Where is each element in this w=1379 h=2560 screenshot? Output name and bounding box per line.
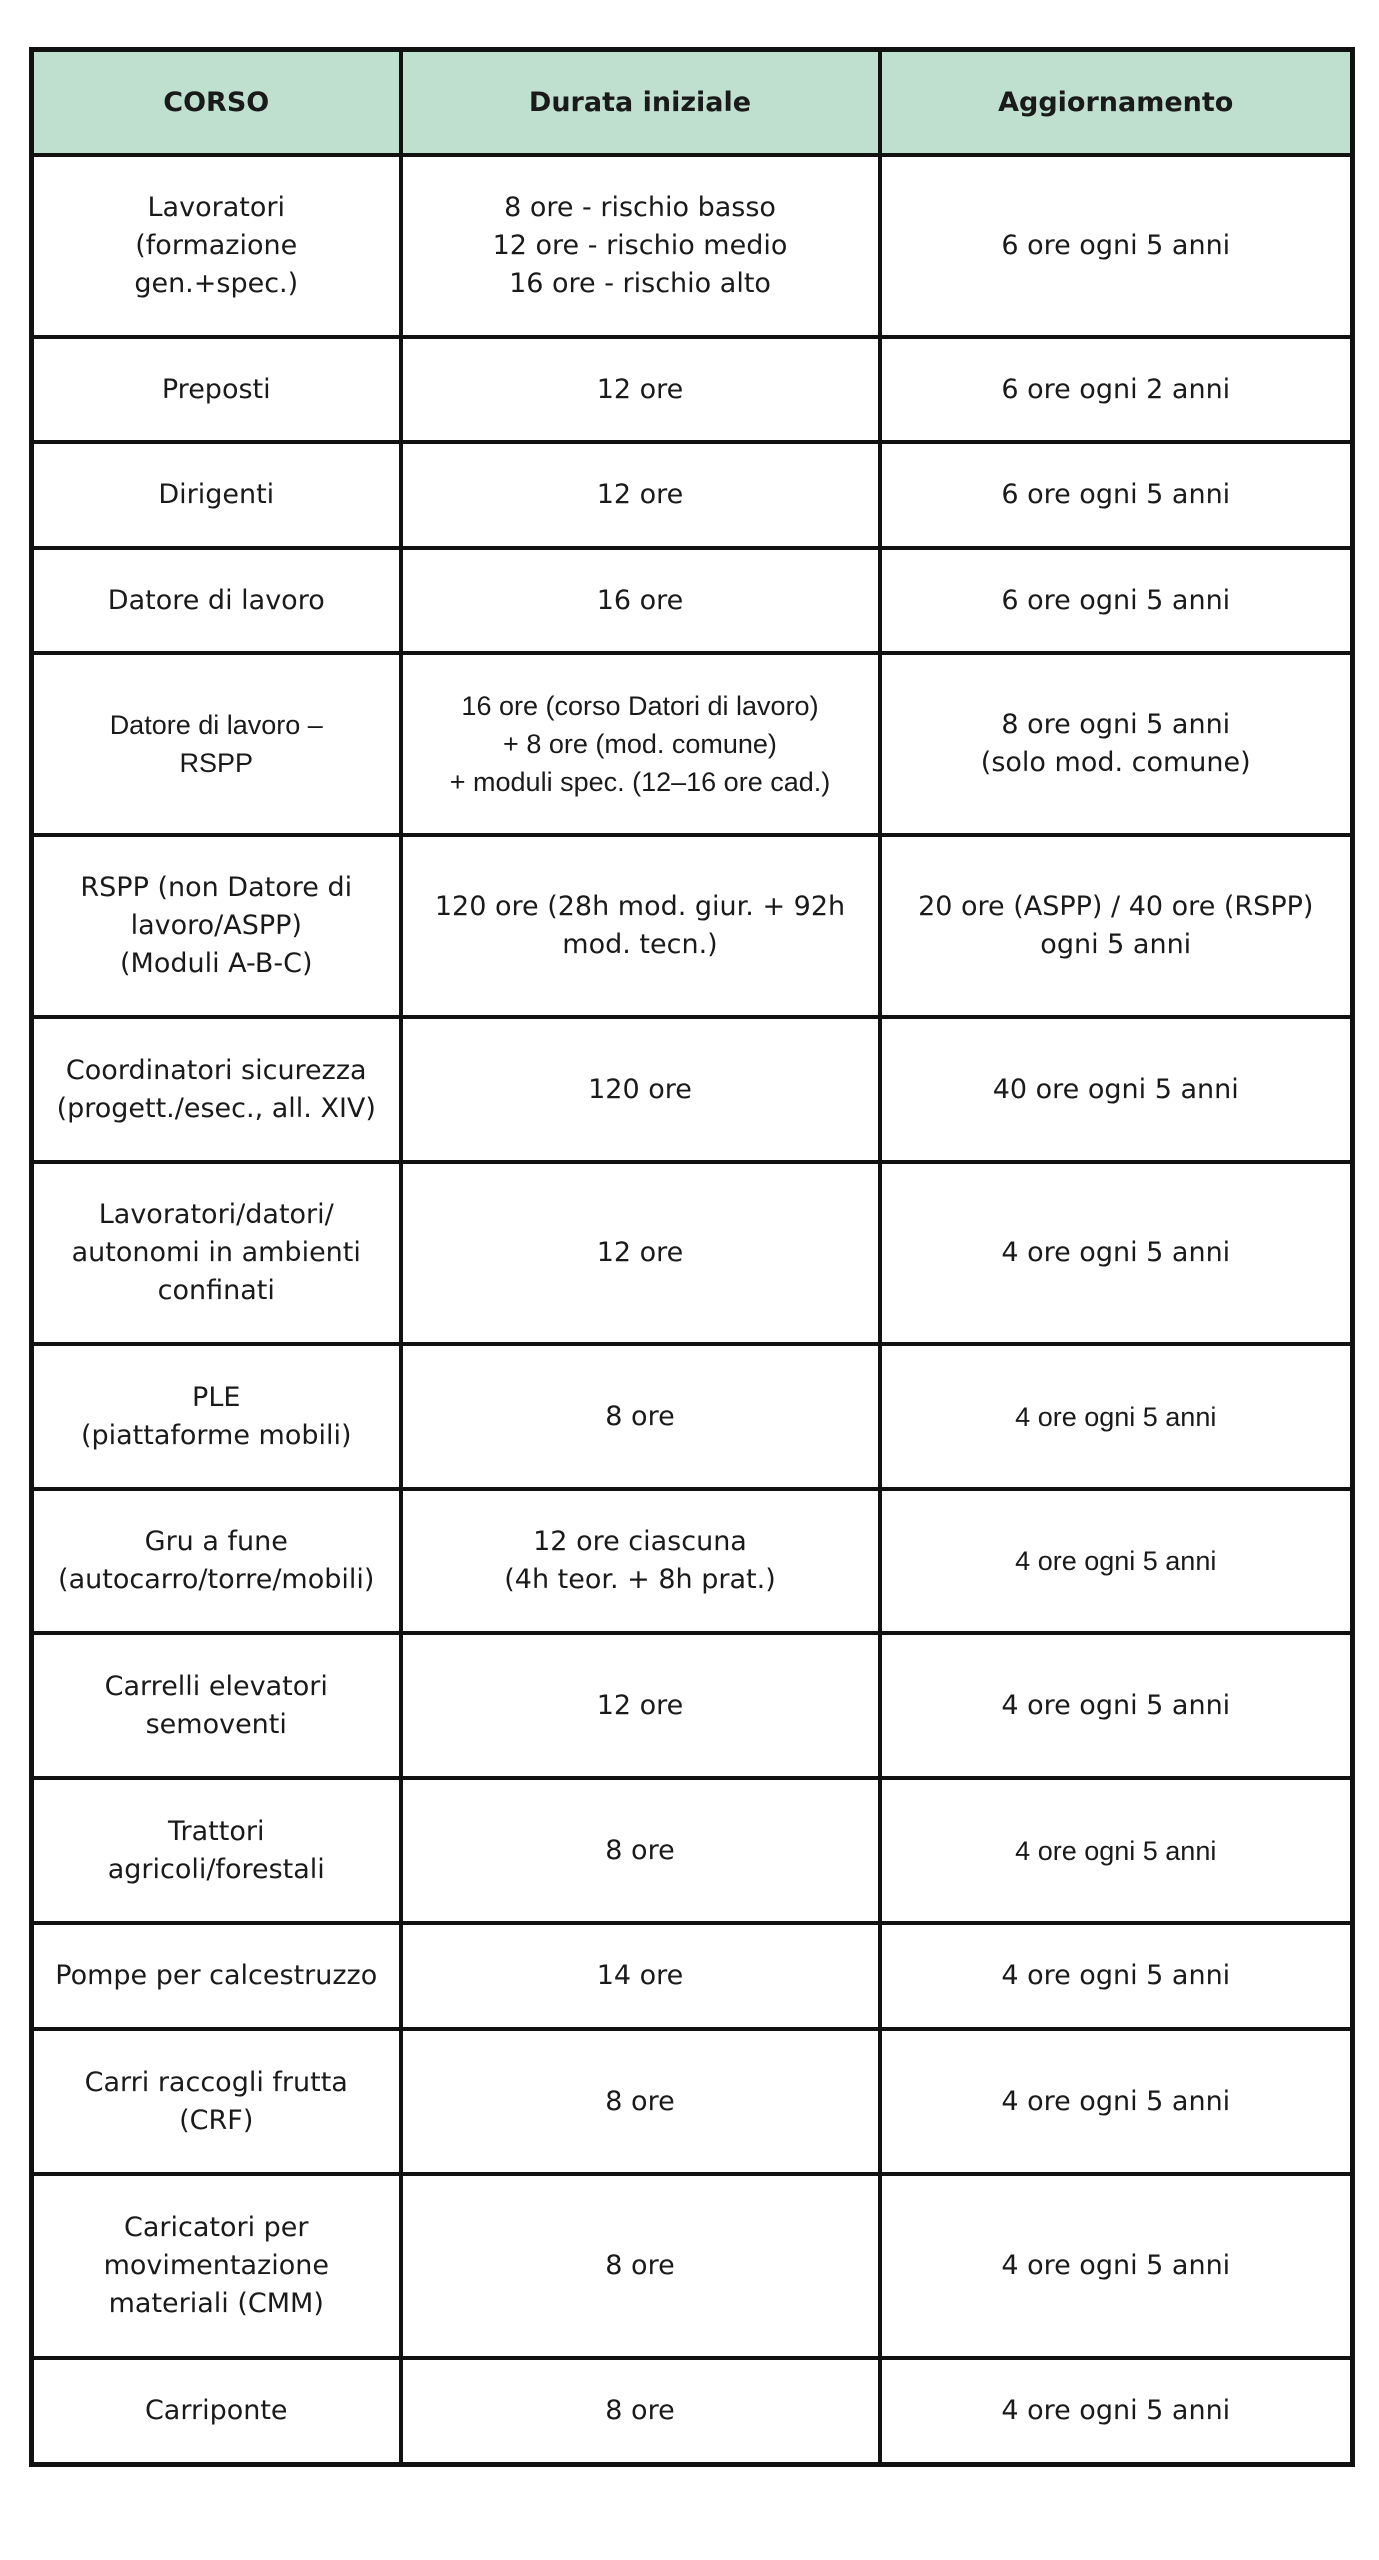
cell-corso [32, 835, 401, 1017]
cell-aggiornamento [880, 1489, 1353, 1633]
cell-line: (piattaforme mobili) [80, 1419, 352, 1451]
cell-line: 4 ore ogni 5 anni [1015, 1401, 1217, 1432]
cell-line: 14 ore [596, 1960, 684, 1991]
table-row [32, 337, 1353, 442]
cell-durata [401, 155, 880, 337]
cell-line: materiali (CMM) [108, 2288, 324, 2319]
cell-line: 6 ore ogni 5 anni [1001, 584, 1231, 616]
cell-line: (4h teor. + 8h prat.) [504, 1564, 776, 1595]
table-row [32, 2358, 1353, 2464]
cell-durata [401, 337, 880, 442]
header-durata-iniziale: Durata iniziale [401, 50, 880, 156]
cell-line: Trattori [168, 1815, 265, 1847]
cell-line: 8 ore [605, 1834, 675, 1866]
table-row [32, 442, 1353, 548]
cell-aggiornamento [880, 2029, 1353, 2174]
cell-line: 4 ore ogni 5 anni [1001, 2394, 1231, 2426]
cell-line: (autocarro/torre/mobili) [58, 1564, 375, 1595]
table-row [32, 1162, 1353, 1344]
cell-aggiornamento [880, 548, 1353, 653]
cell-durata [401, 1489, 880, 1633]
cell-line: 6 ore ogni 2 anni [1001, 373, 1231, 405]
cell-corso [32, 1923, 401, 2029]
cell-line: agricoli/forestali [107, 1853, 325, 1885]
cell-line: Lavoratori/datori/ [98, 1199, 334, 1230]
table-body [32, 155, 1353, 2464]
cell-line: 12 ore [596, 479, 684, 510]
cell-line: 16 ore (corso Datori di lavoro) [461, 691, 819, 721]
cell-line: 20 ore (ASPP) / 40 ore (RSPP) [918, 891, 1314, 922]
cell-corso [32, 155, 401, 337]
cell-line: 4 ore ogni 5 anni [1001, 1960, 1231, 1991]
table-row [32, 1489, 1353, 1633]
cell-line: 12 ore [596, 373, 684, 405]
cell-corso [32, 2174, 401, 2358]
cell-corso [32, 442, 401, 548]
cell-line: semoventi [145, 1708, 287, 1740]
cell-line: 6 ore ogni 5 anni [1001, 230, 1231, 261]
table-row [32, 1923, 1353, 2029]
cell-line: 120 ore [588, 1073, 692, 1105]
cell-durata [401, 1778, 880, 1923]
cell-line: 16 ore [596, 584, 684, 616]
cell-aggiornamento [880, 337, 1353, 442]
cell-line: lavoro/ASPP) [130, 910, 302, 941]
cell-line: Lavoratori [147, 192, 285, 223]
cell-line: (progett./esec., all. XIV) [56, 1092, 376, 1124]
cell-line: + moduli spec. (12–16 ore cad.) [449, 767, 831, 797]
cell-durata [401, 442, 880, 548]
cell-durata [401, 1344, 880, 1489]
cell-corso [32, 1344, 401, 1489]
cell-line: Preposti [161, 373, 271, 405]
cell-line: RSPP (non Datore di [80, 872, 353, 903]
cell-aggiornamento [880, 1344, 1353, 1489]
cell-line: Carri raccogli frutta [84, 2066, 348, 2098]
table-row [32, 1344, 1353, 1489]
cell-corso [32, 548, 401, 653]
cell-aggiornamento [880, 1778, 1353, 1923]
table-row [32, 835, 1353, 1017]
cell-line: 4 ore ogni 5 anni [1001, 1237, 1231, 1268]
cell-line: 4 ore ogni 5 anni [1001, 2085, 1231, 2117]
cell-aggiornamento [880, 1162, 1353, 1344]
table-row [32, 2029, 1353, 2174]
cell-line: Pompe per calcestruzzo [55, 1960, 378, 1991]
table-row [32, 548, 1353, 653]
cell-line: 4 ore ogni 5 anni [1015, 1835, 1217, 1866]
cell-line: 8 ore [605, 2250, 675, 2281]
cell-line: ogni 5 anni [1040, 929, 1192, 960]
table-row [32, 155, 1353, 337]
cell-durata [401, 548, 880, 653]
cell-line: 8 ore - rischio basso [504, 192, 776, 223]
cell-line: 16 ore - rischio alto [509, 268, 771, 299]
cell-corso [32, 1162, 401, 1344]
cell-line: PLE [192, 1381, 241, 1413]
cell-corso [32, 1489, 401, 1633]
cell-line: Gru a fune [144, 1526, 288, 1557]
cell-aggiornamento [880, 2174, 1353, 2358]
cell-line: 4 ore ogni 5 anni [1015, 1546, 1217, 1576]
cell-line: 12 ore - rischio medio [492, 230, 788, 261]
cell-line: Datore di lavoro – [109, 710, 323, 740]
cell-corso [32, 1778, 401, 1923]
training-courses-table [29, 47, 1355, 2467]
cell-durata [401, 1923, 880, 2029]
cell-line: 8 ore [605, 2394, 675, 2426]
cell-durata [401, 2029, 880, 2174]
cell-line: Dirigenti [158, 479, 275, 510]
cell-corso [32, 2358, 401, 2464]
cell-line: (solo mod. comune) [980, 747, 1251, 778]
cell-line: 120 ore (28h mod. giur. + 92h [434, 891, 846, 922]
cell-aggiornamento [880, 653, 1353, 835]
cell-durata [401, 2358, 880, 2464]
cell-aggiornamento [880, 835, 1353, 1017]
cell-durata [401, 1162, 880, 1344]
cell-line: Carriponte [144, 2394, 288, 2426]
cell-corso [32, 1633, 401, 1778]
cell-durata [401, 1633, 880, 1778]
cell-durata [401, 1017, 880, 1162]
cell-aggiornamento [880, 442, 1353, 548]
table-row [32, 2174, 1353, 2358]
cell-corso [32, 653, 401, 835]
cell-line: movimentazione [103, 2250, 329, 2281]
cell-line: RSPP [179, 748, 254, 778]
cell-line: Caricatori per [123, 2212, 309, 2243]
cell-corso [32, 1017, 401, 1162]
cell-corso [32, 337, 401, 442]
header-row [32, 50, 1353, 156]
cell-line: 12 ore [596, 1689, 684, 1721]
cell-line: 4 ore ogni 5 anni [1001, 1689, 1231, 1721]
cell-line: 12 ore [596, 1237, 684, 1268]
cell-line: Carrelli elevatori [104, 1670, 328, 1702]
cell-durata [401, 835, 880, 1017]
cell-line: autonomi in ambienti [71, 1237, 361, 1268]
cell-aggiornamento [880, 1633, 1353, 1778]
cell-durata [401, 653, 880, 835]
table-row [32, 1633, 1353, 1778]
cell-line: mod. tecn.) [562, 929, 718, 960]
cell-line: 12 ore ciascuna [533, 1526, 747, 1557]
table-row [32, 653, 1353, 835]
cell-line: 4 ore ogni 5 anni [1001, 2250, 1231, 2281]
header-corso: CORSO [32, 50, 401, 156]
cell-line: + 8 ore (mod. comune) [503, 729, 777, 759]
cell-aggiornamento [880, 1923, 1353, 2029]
cell-aggiornamento [880, 155, 1353, 337]
cell-line: 8 ore [605, 2085, 675, 2117]
table-row [32, 1778, 1353, 1923]
cell-line: 40 ore ogni 5 anni [992, 1073, 1239, 1105]
table-row [32, 1017, 1353, 1162]
cell-line: 6 ore ogni 5 anni [1001, 479, 1231, 510]
cell-corso [32, 2029, 401, 2174]
cell-aggiornamento [880, 1017, 1353, 1162]
cell-line: confinati [157, 1275, 275, 1306]
header-aggiornamento: Aggiornamento [880, 50, 1353, 156]
cell-line: Coordinatori sicurezza [65, 1054, 367, 1086]
cell-line: (CRF) [179, 2104, 254, 2136]
cell-durata [401, 2174, 880, 2358]
cell-aggiornamento [880, 2358, 1353, 2464]
cell-line: 8 ore ogni 5 anni [1001, 709, 1231, 740]
table-header [32, 50, 1353, 156]
cell-line: 8 ore [605, 1400, 675, 1432]
cell-line: (formazione gen.+spec.) [134, 230, 299, 299]
cell-line: (Moduli A-B-C) [120, 948, 313, 979]
cell-line: Datore di lavoro [107, 584, 325, 616]
